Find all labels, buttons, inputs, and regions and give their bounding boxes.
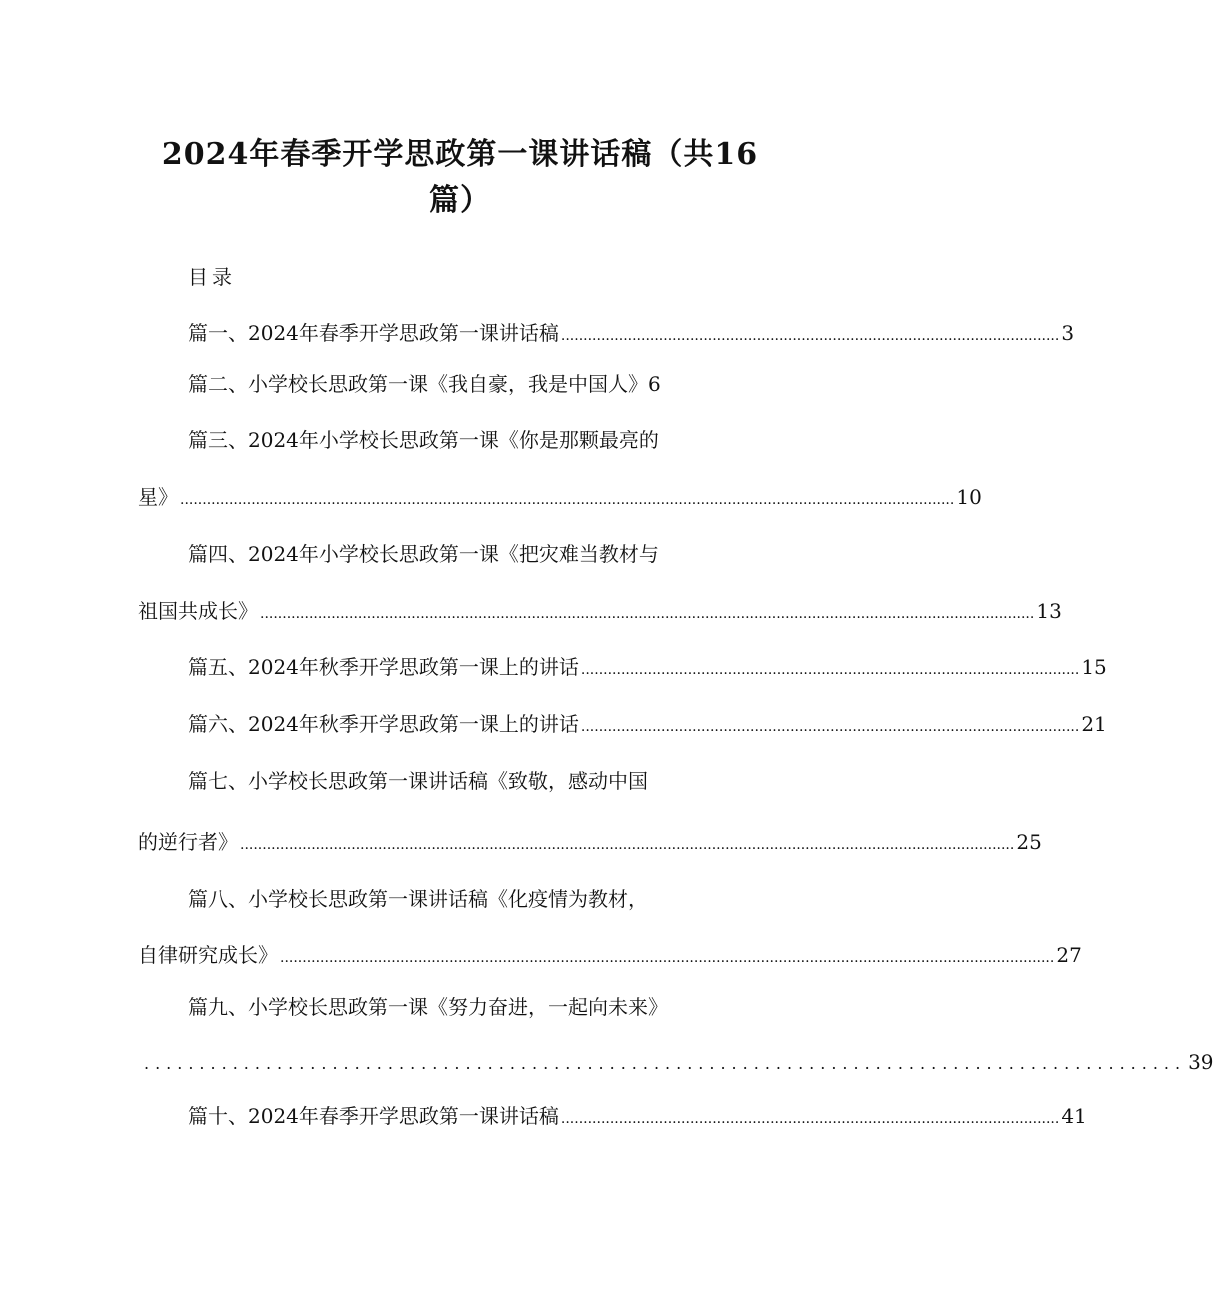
toc-entry-8-line-2[interactable] <box>138 940 1082 973</box>
toc-entry-8-line-1[interactable]: 篇八、小学校长思政第一课讲话稿《化疫情为教材， <box>188 887 648 911</box>
toc-leader-dots: ................................................................................................................ <box>580 719 1080 735</box>
toc-page-number: 13 <box>1036 599 1062 623</box>
toc-entry-title: 祖国共成长》 <box>138 599 258 623</box>
document-title-line-2: 篇） <box>429 183 491 218</box>
toc-page-number: 21 <box>1081 712 1107 736</box>
toc-entry-7-line-2[interactable] <box>138 827 1042 860</box>
toc-entry-2[interactable] <box>188 369 661 399</box>
toc-entry-6[interactable] <box>188 709 1107 742</box>
toc-entry-title: 自律研究成长》 <box>138 943 278 967</box>
toc-page-number: 41 <box>1061 1104 1087 1128</box>
toc-entry-title: 篇十、2024年春季开学思政第一课讲话稿 <box>188 1104 559 1128</box>
toc-entry-10[interactable] <box>188 1101 1087 1134</box>
toc-entry-7-line-1[interactable]: 篇七、小学校长思政第一课讲话稿《致敬，感动中国 <box>188 769 648 793</box>
toc-leader-dots: .............................................................................................................................................................................. <box>180 492 955 508</box>
toc-page-number: 6 <box>648 372 661 396</box>
toc-entry-title: 篇二、小学校长思政第一课《我自豪，我是中国人》 <box>188 372 648 396</box>
toc-page-number: 3 <box>1061 321 1075 345</box>
toc-entry-5[interactable] <box>188 652 1107 685</box>
toc-entry-title: 篇五、2024年秋季开学思政第一课上的讲话 <box>188 655 579 679</box>
toc-leader-dots: .............................................................................................................................................................................. <box>260 606 1035 622</box>
toc-entry-title: 的逆行者》 <box>138 830 238 854</box>
toc-page-number: 10 <box>956 485 982 509</box>
toc-entry-4-line-2[interactable] <box>138 596 1062 629</box>
toc-entry-3-line-1[interactable]: 篇三、2024年小学校长思政第一课《你是那颗最亮的 <box>188 428 659 452</box>
toc-leader-dots: ................................................................................................................ <box>560 328 1060 344</box>
toc-page-number: 15 <box>1081 655 1107 679</box>
toc-page-number: 25 <box>1016 830 1042 854</box>
toc-entry-title: 星》 <box>138 485 178 509</box>
toc-leader-dots: ................................................................................................................ <box>580 662 1080 678</box>
toc-entry-9-line-1[interactable]: 篇九、小学校长思政第一课《努力奋进，一起向未来》 <box>188 995 668 1019</box>
toc-page-number: 27 <box>1056 943 1082 967</box>
toc-leader-dots: .............................................................................................................................................................................. <box>240 837 1015 853</box>
toc-page-number: 39 <box>1188 1050 1214 1074</box>
toc-heading: 目录 <box>188 265 236 289</box>
toc-leader-dots: .............................................................................................. <box>144 1054 1187 1073</box>
toc-entry-3-line-2[interactable] <box>138 482 982 515</box>
toc-leader-dots: ................................................................................................................ <box>560 1111 1060 1127</box>
toc-entry-title: 篇六、2024年秋季开学思政第一课上的讲话 <box>188 712 579 736</box>
toc-entry-1[interactable] <box>188 318 1075 351</box>
document-title-line-1: 2024年春季开学思政第一课讲话稿（共16 <box>161 137 759 172</box>
document-title <box>120 132 800 224</box>
toc-entry-9-line-2[interactable] <box>138 1047 1214 1079</box>
toc-entry-4-line-1[interactable]: 篇四、2024年小学校长思政第一课《把灾难当教材与 <box>188 542 659 566</box>
toc-leader-dots: .............................................................................................................................................................................. <box>280 950 1055 966</box>
toc-entry-title: 篇一、2024年春季开学思政第一课讲话稿 <box>188 321 559 345</box>
